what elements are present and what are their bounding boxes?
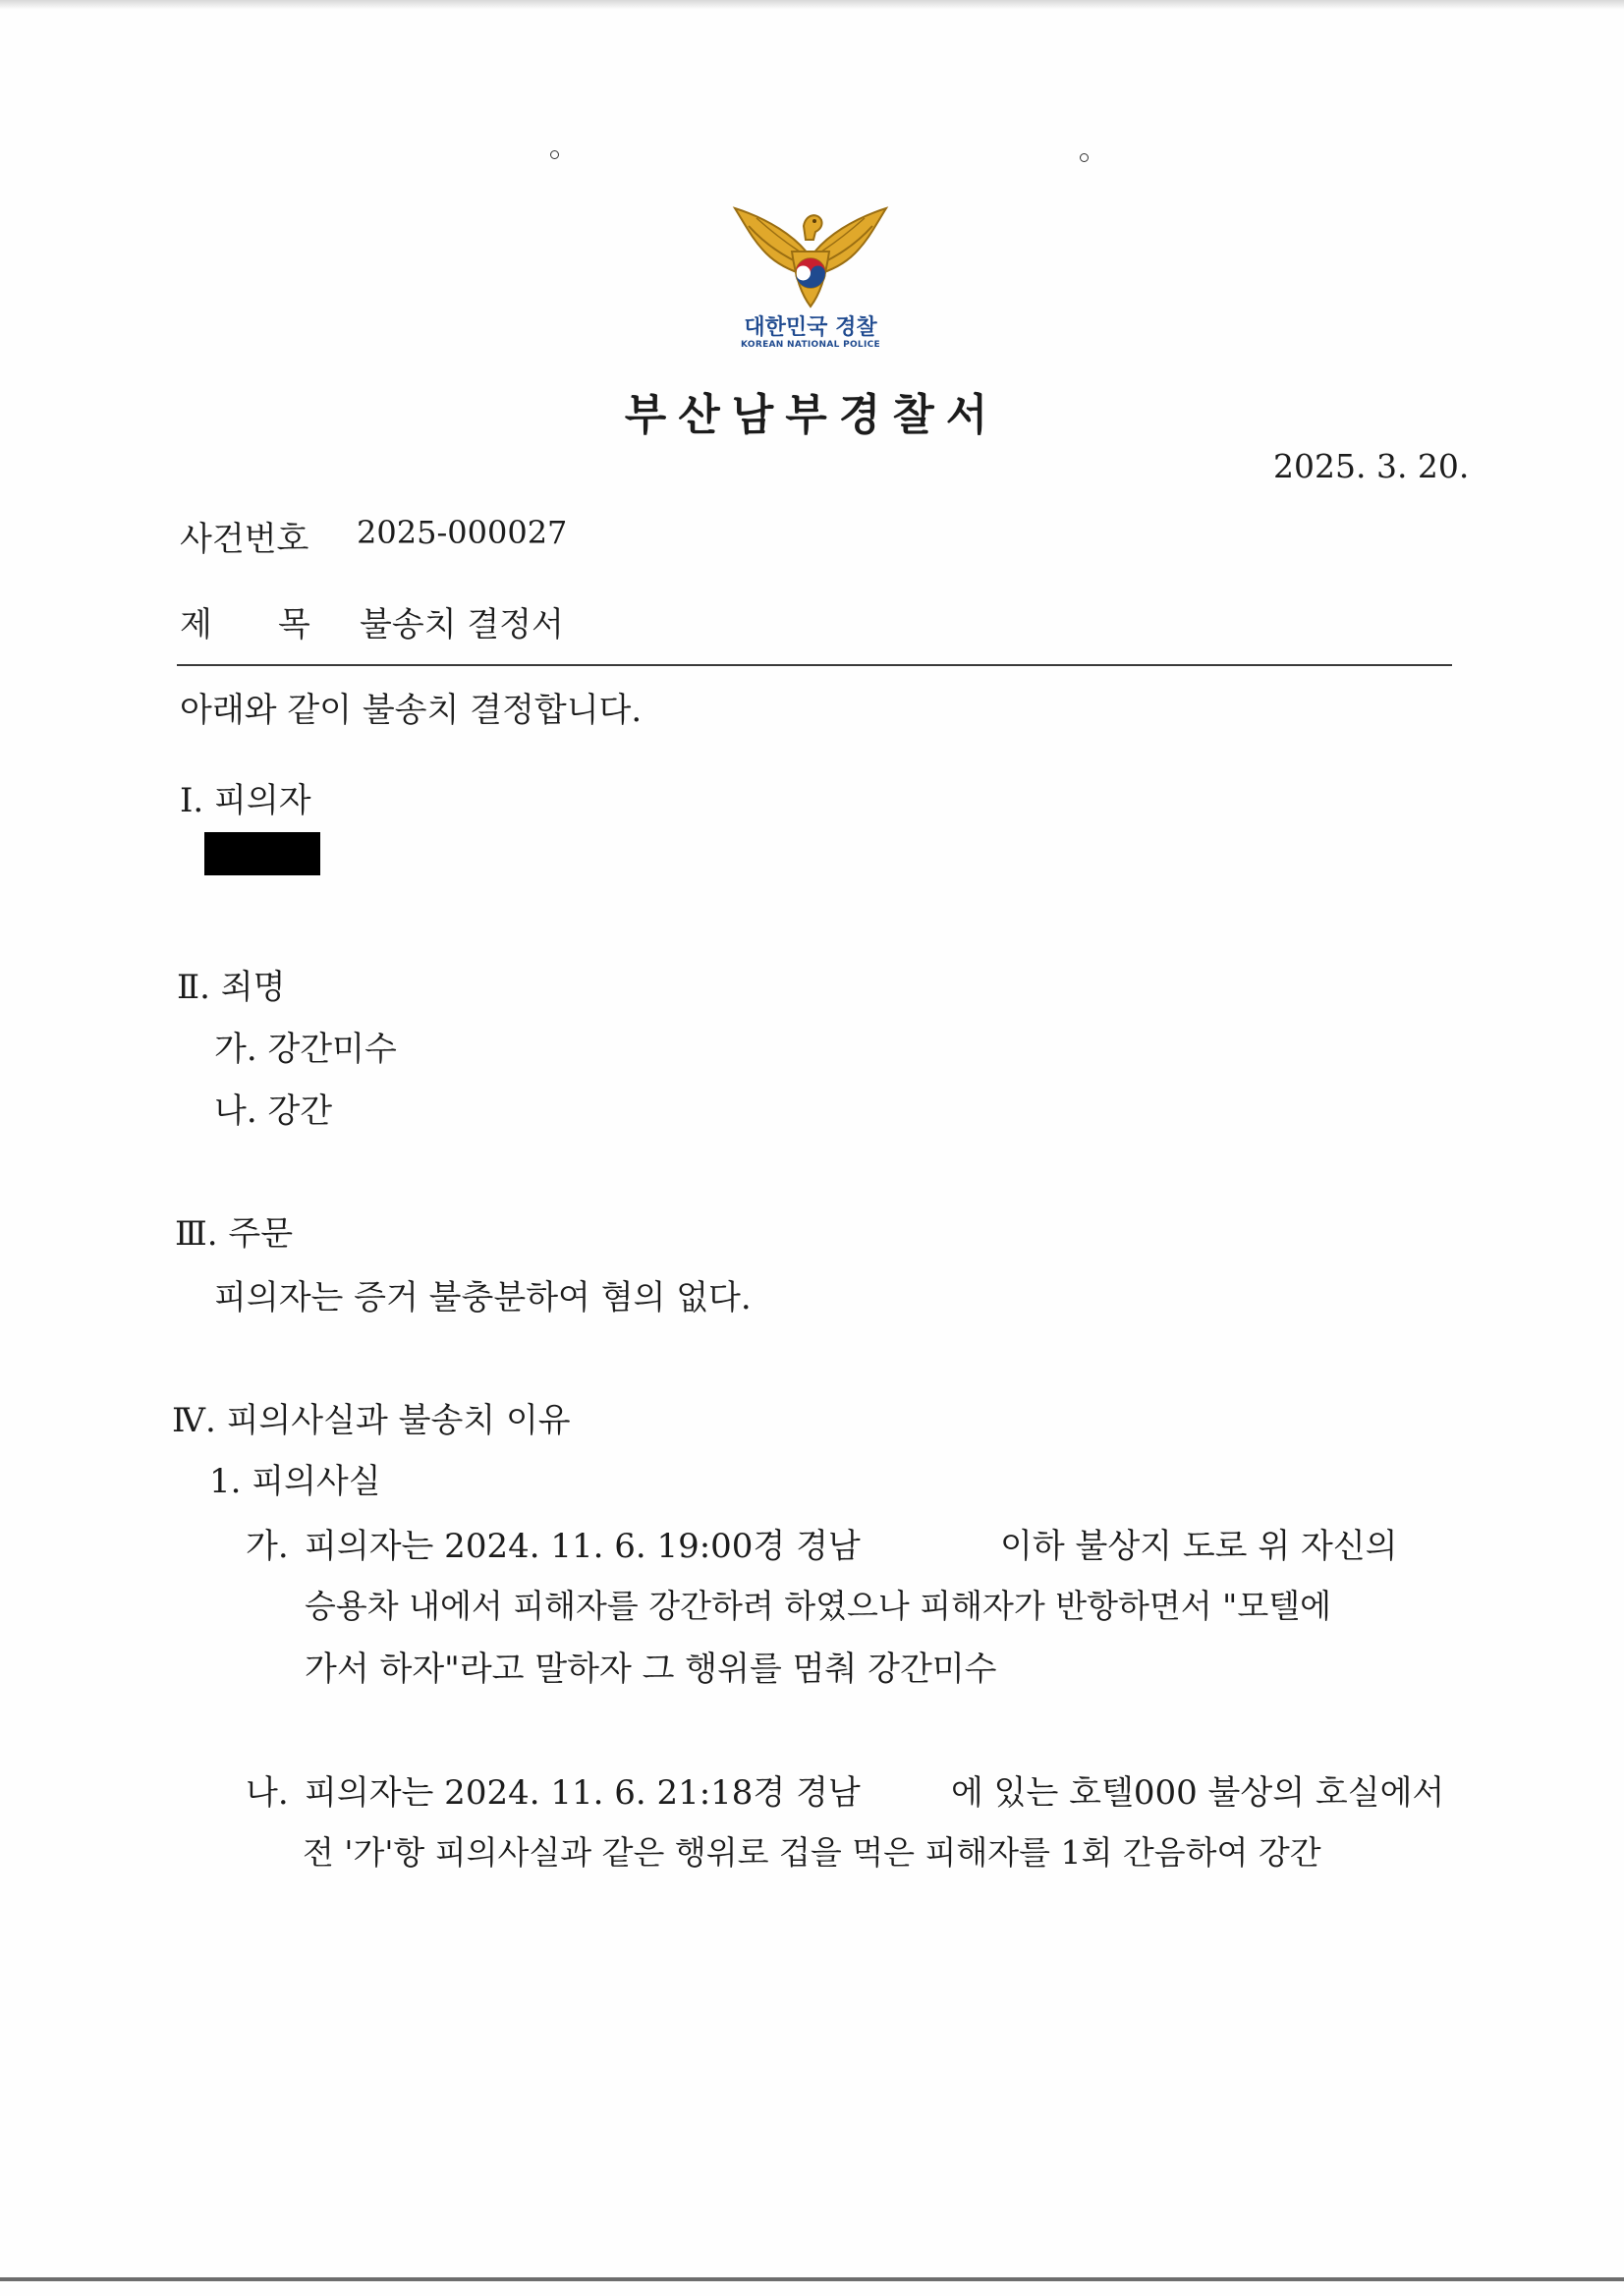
fact-item-line: 이하 불상지 도로 위 자신의 bbox=[1000, 1527, 1398, 1566]
fact-item-line: 피의자는 2024. 11. 6. 21:18경 경남 bbox=[305, 1773, 861, 1813]
header-divider bbox=[177, 664, 1452, 666]
eagle-emblem-icon bbox=[727, 196, 894, 312]
subject-value: 불송치 결정서 bbox=[360, 605, 564, 644]
facts-subheading: 1. 피의사실 bbox=[209, 1462, 381, 1501]
section-facts-reasons-heading: Ⅳ. 피의사실과 불송치 이유 bbox=[172, 1401, 571, 1440]
fact-item-marker: 나. bbox=[246, 1773, 289, 1813]
disposition-text: 피의자는 증거 불충분하여 혐의 없다. bbox=[214, 1278, 752, 1317]
fact-item-marker: 가. bbox=[246, 1527, 289, 1566]
emblem-name-ko: 대한민국 경찰 bbox=[744, 315, 877, 340]
fact-item-line: 에 있는 호텔000 불상의 호실에서 bbox=[951, 1773, 1445, 1813]
case-number-value: 2025-000027 bbox=[357, 514, 568, 551]
fact-item-line: 승용차 내에서 피해자를 강간하려 하였으나 피해자가 반항하면서 "모텔에 bbox=[305, 1587, 1331, 1625]
section-charges-heading: Ⅱ. 죄명 bbox=[177, 968, 286, 1007]
office-title: 부산남부경찰서 bbox=[624, 390, 1000, 440]
scan-edge-bottom bbox=[0, 2277, 1624, 2281]
intro-sentence: 아래와 같이 불송치 결정합니다. bbox=[180, 691, 643, 730]
emblem-name-en: KOREAN NATIONAL POLICE bbox=[741, 340, 880, 350]
document-date: 2025. 3. 20. bbox=[1273, 447, 1470, 485]
fact-item-line: 가서 하자"라고 말하자 그 행위를 멈춰 강간미수 bbox=[305, 1650, 997, 1689]
charge-item: 가. 강간미수 bbox=[214, 1030, 397, 1069]
police-emblem bbox=[727, 196, 914, 364]
case-number-label: 사건번호 bbox=[180, 520, 309, 559]
section-disposition-heading: Ⅲ. 주문 bbox=[175, 1214, 294, 1254]
section-suspect-heading: Ⅰ. 피의자 bbox=[180, 781, 311, 820]
scan-edge-top bbox=[0, 0, 1624, 10]
redacted-suspect-name bbox=[204, 832, 320, 875]
binder-hole-left bbox=[550, 150, 559, 159]
fact-item-line: 전 '가'항 피의사실과 같은 행위로 겁을 먹은 피해자를 1회 간음하여 강간 bbox=[303, 1833, 1321, 1872]
subject-label-first: 제 bbox=[180, 605, 212, 644]
subject-label-second: 목 bbox=[278, 605, 310, 644]
fact-item-line: 피의자는 2024. 11. 6. 19:00경 경남 bbox=[305, 1527, 861, 1566]
binder-hole-right bbox=[1080, 153, 1089, 162]
charge-item: 나. 강간 bbox=[214, 1092, 333, 1131]
